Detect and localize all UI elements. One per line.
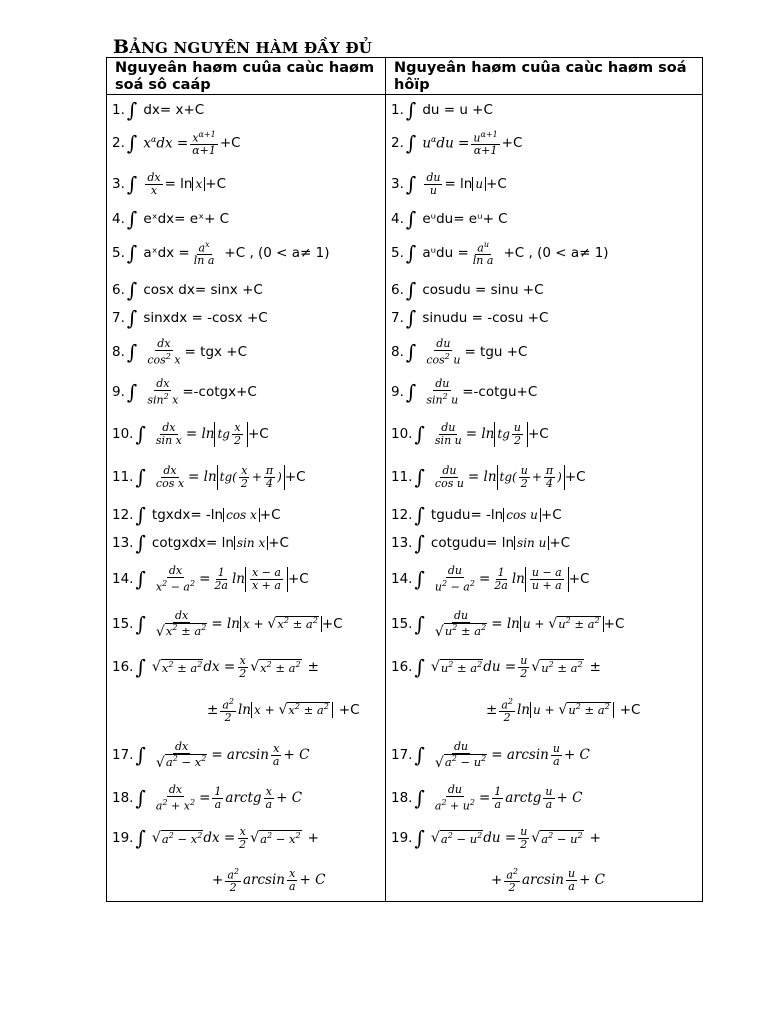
page-title (113, 36, 372, 58)
formula-4: 4. ∫ eᵘdu= eᵘ+ C (391, 207, 508, 231)
formula-19a: 19. ∫ √ $a^2 - u^2$ du = $\frac{u}{2}$ √ $a^2 - u^2$ + (391, 824, 601, 851)
formula-19a: 19. ∫ √ $a^2 - x^2$ dx = $\frac{x}{2}$ √ $a^2 - x^2$ + (112, 824, 319, 851)
formula-2: 2. ∫ $u^\alpha du$ = $\frac{u^{\alpha+1}}{\alpha+1}$ +C (391, 129, 523, 158)
formula-1: 1. ∫ du = u +C (391, 98, 493, 122)
formula-14: 14. ∫ $\frac{dx}{x^2 - a^2}$ = $\frac{1}{2a}$ ln $\frac{x - a}{x + a}$ +C (112, 563, 309, 594)
formula-5: 5. ∫ aˣdx = $\frac{a^x}{\text{ln a}}$ +C , (0 < a≠ 1) (112, 239, 330, 268)
formula-3: 3. ∫ $\frac{dx}{x}$ = ln x +C (112, 170, 227, 197)
formula-6: 6. ∫ cosx dx= sinx +C (112, 278, 263, 302)
formula-7: 7. ∫ sinxdx = -cosx +C (112, 306, 268, 330)
formula-12: 12. ∫ tgudu= -ln cos u +C (391, 503, 562, 527)
formula-3: 3. ∫ $\frac{du}{u}$ = ln u +C (391, 170, 507, 197)
formula-8: 8. ∫ $\frac{du}{\cos^2 u}$ = tgu +C (391, 336, 528, 367)
formula-4: 4. ∫ eˣdx= eˣ+ C (112, 207, 230, 231)
title-initial: B (113, 36, 130, 58)
formula-9: 9. ∫ $\frac{du}{\sin^2 u}$ =-cotgu+C (391, 376, 538, 407)
formula-16a: 16. ∫ √ $u^2 \pm a^2$ du = $\frac{u}{2}$ √ $u^2 \pm a^2$ ± (391, 653, 601, 680)
formula-17: 17. ∫ $\frac{dx}{√a^2 - x^2}$ = arcsin $\frac{x}{a}$ + C (112, 739, 310, 771)
formula-1: 1. ∫ dx= x+C (112, 98, 205, 122)
formula-13: 13. ∫ cotgudu= ln sin u +C (391, 531, 571, 555)
formula-19b: + $\frac{a^2}{2}$ arcsin $\frac{x}{a}$ + C (212, 866, 326, 895)
header-composite: Nguyeân haøm cuûa caùc haøm soá hôïp (386, 58, 703, 95)
formula-6: 6. ∫ cosudu = sinu +C (391, 278, 544, 302)
column-composite (386, 95, 703, 902)
formula-10: 10. ∫ $\frac{du}{\text{sin u}}$ = ln tg $\frac{u}{2}$ +C (391, 420, 549, 447)
formula-8: 8. ∫ $\frac{dx}{\cos^2 x}$ = tgx +C (112, 336, 248, 367)
formula-14: 14. ∫ $\frac{du}{u^2 - a^2}$ = $\frac{1}{2a}$ ln $\frac{u - a}{u + a}$ +C (391, 563, 590, 594)
formula-13: 13. ∫ cotgxdx= ln sin x +C (112, 531, 289, 555)
formula-11: 11. ∫ $\frac{du}{\text{cos u}}$ = ln tg( $\frac{u}{2}$ + $\frac{\pi}{4}$ ) +C (391, 463, 586, 490)
formula-2: 2. ∫ $x^\alpha dx$ = $\frac{x^{\alpha+1}}{\alpha+1}$ +C (112, 129, 241, 158)
formula-9: 9. ∫ $\frac{dx}{\sin^2 x}$ =-cotgx+C (112, 376, 257, 407)
formula-18: 18. ∫ $\frac{dx}{a^2 + x^2}$ = $\frac{1}{a}$ arctg $\frac{x}{a}$ + C (112, 782, 303, 813)
header-elementary: Nguyeân haøm cuûa caùc haøm soá sô caáp (107, 58, 386, 95)
formula-16a: 16. ∫ √ $x^2 \pm a^2$ dx = $\frac{x}{2}$ √ $x^2 \pm a^2$ ± (112, 653, 319, 680)
formula-10: 10. ∫ $\frac{dx}{\text{sin x}}$ = ln tg $\frac{x}{2}$ +C (112, 420, 269, 447)
column-elementary (107, 95, 386, 902)
title-rest: ẢNG NGUYÊN HÀM ĐẦY ĐỦ (129, 39, 373, 57)
formula-19b: + $\frac{a^2}{2}$ arcsin $\frac{u}{a}$ + C (491, 866, 606, 895)
formula-16b: ± $\frac{a^2}{2}$ ln $u + √u^2 \pm a^2$ +C (486, 696, 641, 725)
antiderivative-table (106, 57, 703, 902)
formula-11: 11. ∫ $\frac{dx}{\text{cos x}}$ = ln tg( $\frac{x}{2}$ + $\frac{\pi}{4}$ ) +C (112, 463, 306, 490)
formula-15: 15. ∫ $\frac{dx}{√x^2 \pm a^2}$ = ln $x + √x^2 \pm a^2$ +C (112, 608, 343, 640)
formula-7: 7. ∫ sinudu = -cosu +C (391, 306, 549, 330)
formula-17: 17. ∫ $\frac{du}{√a^2 - u^2}$ = arcsin $\frac{u}{a}$ + C (391, 739, 590, 771)
formula-15: 15. ∫ $\frac{du}{√u^2 \pm a^2}$ = ln $u + √u^2 \pm a^2$ +C (391, 608, 625, 640)
formula-16b: ± $\frac{a^2}{2}$ ln $x + √x^2 \pm a^2$ +C (207, 696, 360, 725)
formula-5: 5. ∫ aᵘdu = $\frac{a^u}{\text{ln a}}$ +C , (0 < a≠ 1) (391, 239, 609, 268)
formula-18: 18. ∫ $\frac{du}{a^2 + u^2}$ = $\frac{1}{a}$ arctg $\frac{u}{a}$ + C (391, 782, 583, 813)
formula-12: 12. ∫ tgxdx= -ln cos x +C (112, 503, 281, 527)
